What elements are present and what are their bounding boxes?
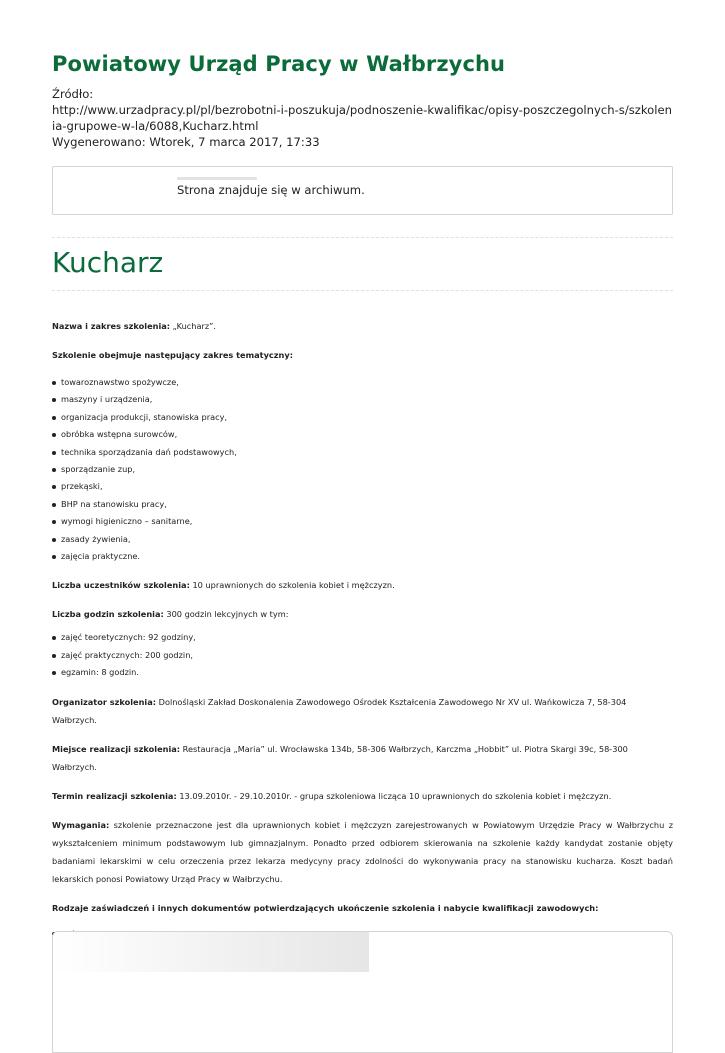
generated-date: Wygenerowano: Wtorek, 7 marca 2017, 17:33 xyxy=(52,135,320,149)
topics-list xyxy=(52,374,673,565)
requirements-paragraph xyxy=(52,816,673,888)
topic-list-item: organizacja produkcji, stanowiska pracy, xyxy=(52,409,673,426)
topic-list-item: wymogi higieniczno – sanitarne, xyxy=(52,513,673,530)
participants-label: Liczba uczestników szkolenia: xyxy=(52,580,190,591)
footer-box xyxy=(52,931,673,1053)
source-url[interactable]: http://www.urzadpracy.pl/pl/bezrobotni-i-poszukuja/podnoszenie-kwalifikac/opisy-poszczegolnych-s/szkolenia-grupowe-w-la/6088,Kucharz.html xyxy=(52,103,672,133)
hours-list-item: zajęć teoretycznych: 92 godziny, xyxy=(52,629,673,646)
hours-label: Liczba godzin szkolenia: xyxy=(52,609,164,620)
certificates-heading: Rodzaje zaświadczeń i innych dokumentów potwierdzających ukończenie szkolenia i nabycie kwalifikacji zawodowych: xyxy=(52,902,599,913)
organizer-paragraph xyxy=(52,693,673,729)
participants-value: 10 uprawnionych do szkolenia kobiet i mężczyzn. xyxy=(189,580,395,591)
topic-list-item: BHP na stanowisku pracy, xyxy=(52,496,673,513)
term-paragraph xyxy=(52,787,673,805)
hours-list-item: egzamin: 8 godzin. xyxy=(52,664,673,681)
topic-list-item: sporządzanie zup, xyxy=(52,461,673,478)
place-label: Miejsce realizacji szkolenia: xyxy=(52,743,181,754)
archive-notice-box xyxy=(52,166,673,215)
place-paragraph xyxy=(52,740,673,776)
divider-bottom xyxy=(52,290,673,291)
topic-list-item: zajęcia praktyczne. xyxy=(52,548,673,565)
training-name-paragraph xyxy=(52,317,673,335)
hours-paragraph xyxy=(52,605,673,623)
archive-notice-text: Strona znajduje się w archiwum. xyxy=(177,183,365,197)
training-name-value: „Kucharz”. xyxy=(170,321,216,331)
topic-list-item: przekąski, xyxy=(52,478,673,495)
scope-heading: Szkolenie obejmuje następujący zakres tematyczny: xyxy=(52,350,293,360)
hours-list xyxy=(52,629,673,681)
hours-list-item: zajęć praktycznych: 200 godzin, xyxy=(52,647,673,664)
organizer-value: Dolnośląski Zakład Doskonalenia Zawodowego Ośrodek Kształcenia Zawodowego Nr XV ul. Wańkowicza 7, 58-304 Wałbrzych. xyxy=(52,696,627,725)
topic-list-item: zasady żywienia, xyxy=(52,531,673,548)
source-label: Źródło: xyxy=(52,87,94,101)
topic-list-item: technika sporządzania dań podstawowych, xyxy=(52,444,673,461)
topic-list-item: towaroznawstwo spożywcze, xyxy=(52,374,673,391)
scope-heading-paragraph xyxy=(52,346,673,364)
article-content xyxy=(52,317,673,961)
training-name-label: Nazwa i zakres szkolenia: xyxy=(52,321,171,331)
footer-box-shade xyxy=(53,932,369,972)
certificates-heading-paragraph xyxy=(52,899,673,917)
requirements-label: Wymagania: xyxy=(52,819,110,830)
site-title: Powiatowy Urząd Pracy w Wałbrzychu xyxy=(52,52,506,76)
term-label: Termin realizacji szkolenia: xyxy=(52,790,177,801)
page-heading: Kucharz xyxy=(52,246,164,279)
requirements-value: szkolenie przeznaczone jest dla uprawnionych kobiet i mężczyzn zarejestrowanych w Powiatowym Urzędzie Pracy w Wałbrzychu z wykształceniem minimum podstawowym lub gimnazjalnym. Ponadto przed odbiorem skierowania na szkolenie każdy kandydat zostanie objęty badaniami lekarskimi w celu orzeczenia przez lekarza medycyny pracy zdolności do wykonywania pracy na stanowisku kucharza. Koszt badań lekarskich ponosi Powiatowy Urząd Pracy w Wałbrzychu. xyxy=(52,819,673,884)
participants-paragraph xyxy=(52,576,673,594)
divider-top xyxy=(52,237,673,238)
archive-notice-bar xyxy=(177,177,257,180)
topic-list-item: maszyny i urządzenia, xyxy=(52,391,673,408)
term-value: 13.09.2010r. - 29.10.2010r. - grupa szkoleniowa licząca 10 uprawnionych do szkolenia kobiet i mężczyzn. xyxy=(176,790,612,801)
topic-list-item: obróbka wstępna surowców, xyxy=(52,426,673,443)
place-value: Restauracja „Maria” ul. Wrocławska 134b, 58-306 Wałbrzych, Karczma „Hobbit” ul. Piotra Skargi 39c, 58-300 Wałbrzych. xyxy=(52,743,628,772)
hours-value: 300 godzin lekcyjnych w tym: xyxy=(163,609,289,620)
organizer-label: Organizator szkolenia: xyxy=(52,696,157,707)
print-meta xyxy=(52,86,673,150)
